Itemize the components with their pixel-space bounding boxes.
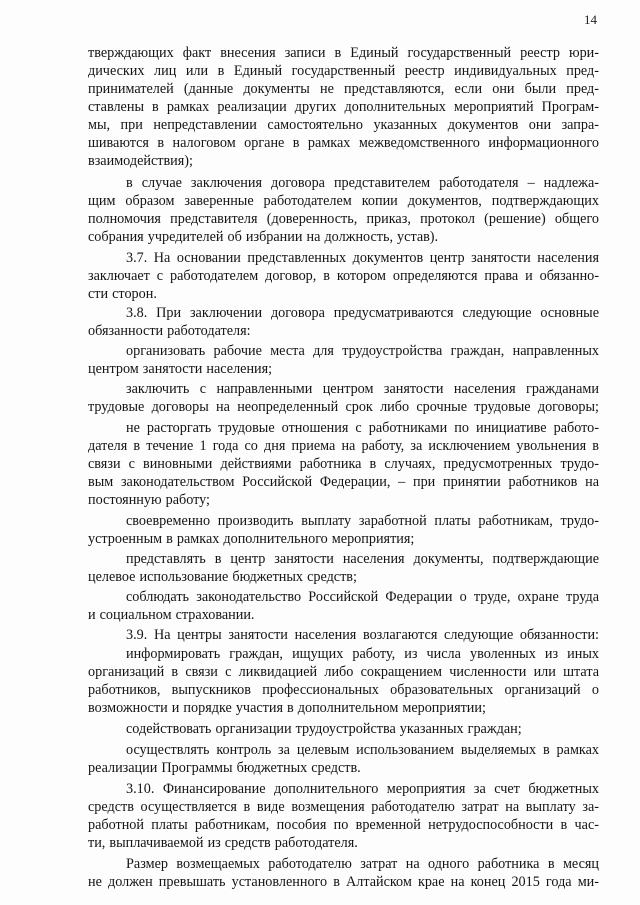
text-line: возможности и порядке участия в дополнительном мероприятии; — [88, 700, 486, 716]
text-line: не расторгать трудовые отношения с работниками по инициативе работо- — [126, 420, 599, 436]
text-line: щим образом заверенные работодателем копии документов, подтверждающих — [88, 193, 599, 209]
text-line: ти, выплачиваемой из средств работодателя. — [88, 835, 358, 851]
text-line: содействовать организации трудоустройства указанных граждан; — [126, 721, 522, 737]
text-line: трудовые договоры на неопределенный срок либо срочные трудовые договоры; — [88, 399, 599, 415]
text-line: и социальном страховании. — [88, 607, 255, 623]
text-line: средств осуществляется в виде возмещения работодателю затрат на выплату за- — [88, 799, 599, 815]
text-line: сти сторон. — [88, 286, 157, 302]
text-line: дателя в течение 1 года со дня приема на работу, за исключением увольнения в — [88, 438, 599, 454]
text-line: связи с виновными действиями работника в случаях, предусмотренных трудо- — [88, 456, 599, 472]
text-line: работников, выпускников профессиональных образовательных организаций о — [88, 682, 599, 698]
text-line: ставлены в рамках реализации других дополнительных мероприятий Програм- — [88, 99, 599, 115]
text-line: организовать рабочие места для трудоустройства граждан, направленных — [126, 343, 599, 359]
text-line: соблюдать законодательство Российской Федерации о труде, охране труда — [126, 589, 599, 605]
text-line: обязанности работодателя: — [88, 323, 251, 339]
text-line: взаимодействия); — [88, 153, 193, 169]
text-line: собрания учредителей об избрании на должность, устав). — [88, 229, 439, 245]
text-line: дических лиц или в Единый государственный реестр индивидуальных пред- — [88, 63, 599, 79]
text-line: шиваются в налоговом органе в рамках межведомственного информационного — [88, 135, 599, 151]
text-line: центром занятости населения; — [88, 361, 273, 377]
text-line: устроенным в рамках дополнительного мероприятия; — [88, 531, 415, 547]
text-line: не должен превышать установленного в Алтайском крае на конец 2015 года ми- — [88, 874, 599, 890]
text-line: Размер возмещаемых работодателю затрат на одного работника в месяц — [126, 856, 599, 872]
text-line: мы, при непредставлении самостоятельно указанных документов они запра- — [88, 117, 599, 133]
text-line: целевое использование бюджетных средств; — [88, 569, 357, 585]
text-line: заключить с направленными центром занятости населения гражданами — [126, 381, 599, 397]
text-line: полномочия представителя (доверенность, приказ, протокол (решение) общего — [88, 211, 599, 227]
page-number: 14 — [584, 12, 597, 27]
text-line: информировать граждан, ищущих работу, из числа уволенных из иных — [126, 646, 599, 662]
text-line: 3.9. На центры занятости населения возлагаются следующие обязанности: — [126, 627, 599, 643]
text-line: 3.10. Финансирование дополнительного мероприятия за счет бюджетных — [126, 781, 599, 797]
text-line: 3.7. На основании представленных документов центр занятости населения — [126, 250, 599, 266]
text-line: организаций в связи с ликвидацией либо сокращением численности или штата — [88, 664, 599, 680]
text-line: осуществлять контроль за целевым использованием выделяемых в рамках — [126, 742, 599, 758]
text-line: тверждающих факт внесения записи в Единый государственный реестр юри- — [88, 45, 599, 61]
text-line: вым законодательством Российской Федерации, – при принятии работников на — [88, 474, 599, 490]
text-line: 3.8. При заключении договора предусматриваются следующие основные — [126, 305, 599, 321]
text-line: своевременно производить выплату заработной платы работникам, трудо- — [126, 513, 599, 529]
text-line: принимателей (данные документы не представляются, если они были пред- — [88, 81, 599, 97]
text-line: заключает с работодателем договор, в котором определяются права и обязанно- — [88, 268, 599, 284]
text-line: представлять в центр занятости населения документы, подтверждающие — [126, 551, 599, 567]
text-line: постоянную работу; — [88, 492, 211, 508]
text-line: в случае заключения договора представителем работодателя – надлежа- — [126, 175, 599, 191]
text-line: реализации Программы бюджетных средств. — [88, 760, 361, 776]
text-line: работной платы работникам, пособия по временной нетрудоспособности в час- — [88, 817, 599, 833]
